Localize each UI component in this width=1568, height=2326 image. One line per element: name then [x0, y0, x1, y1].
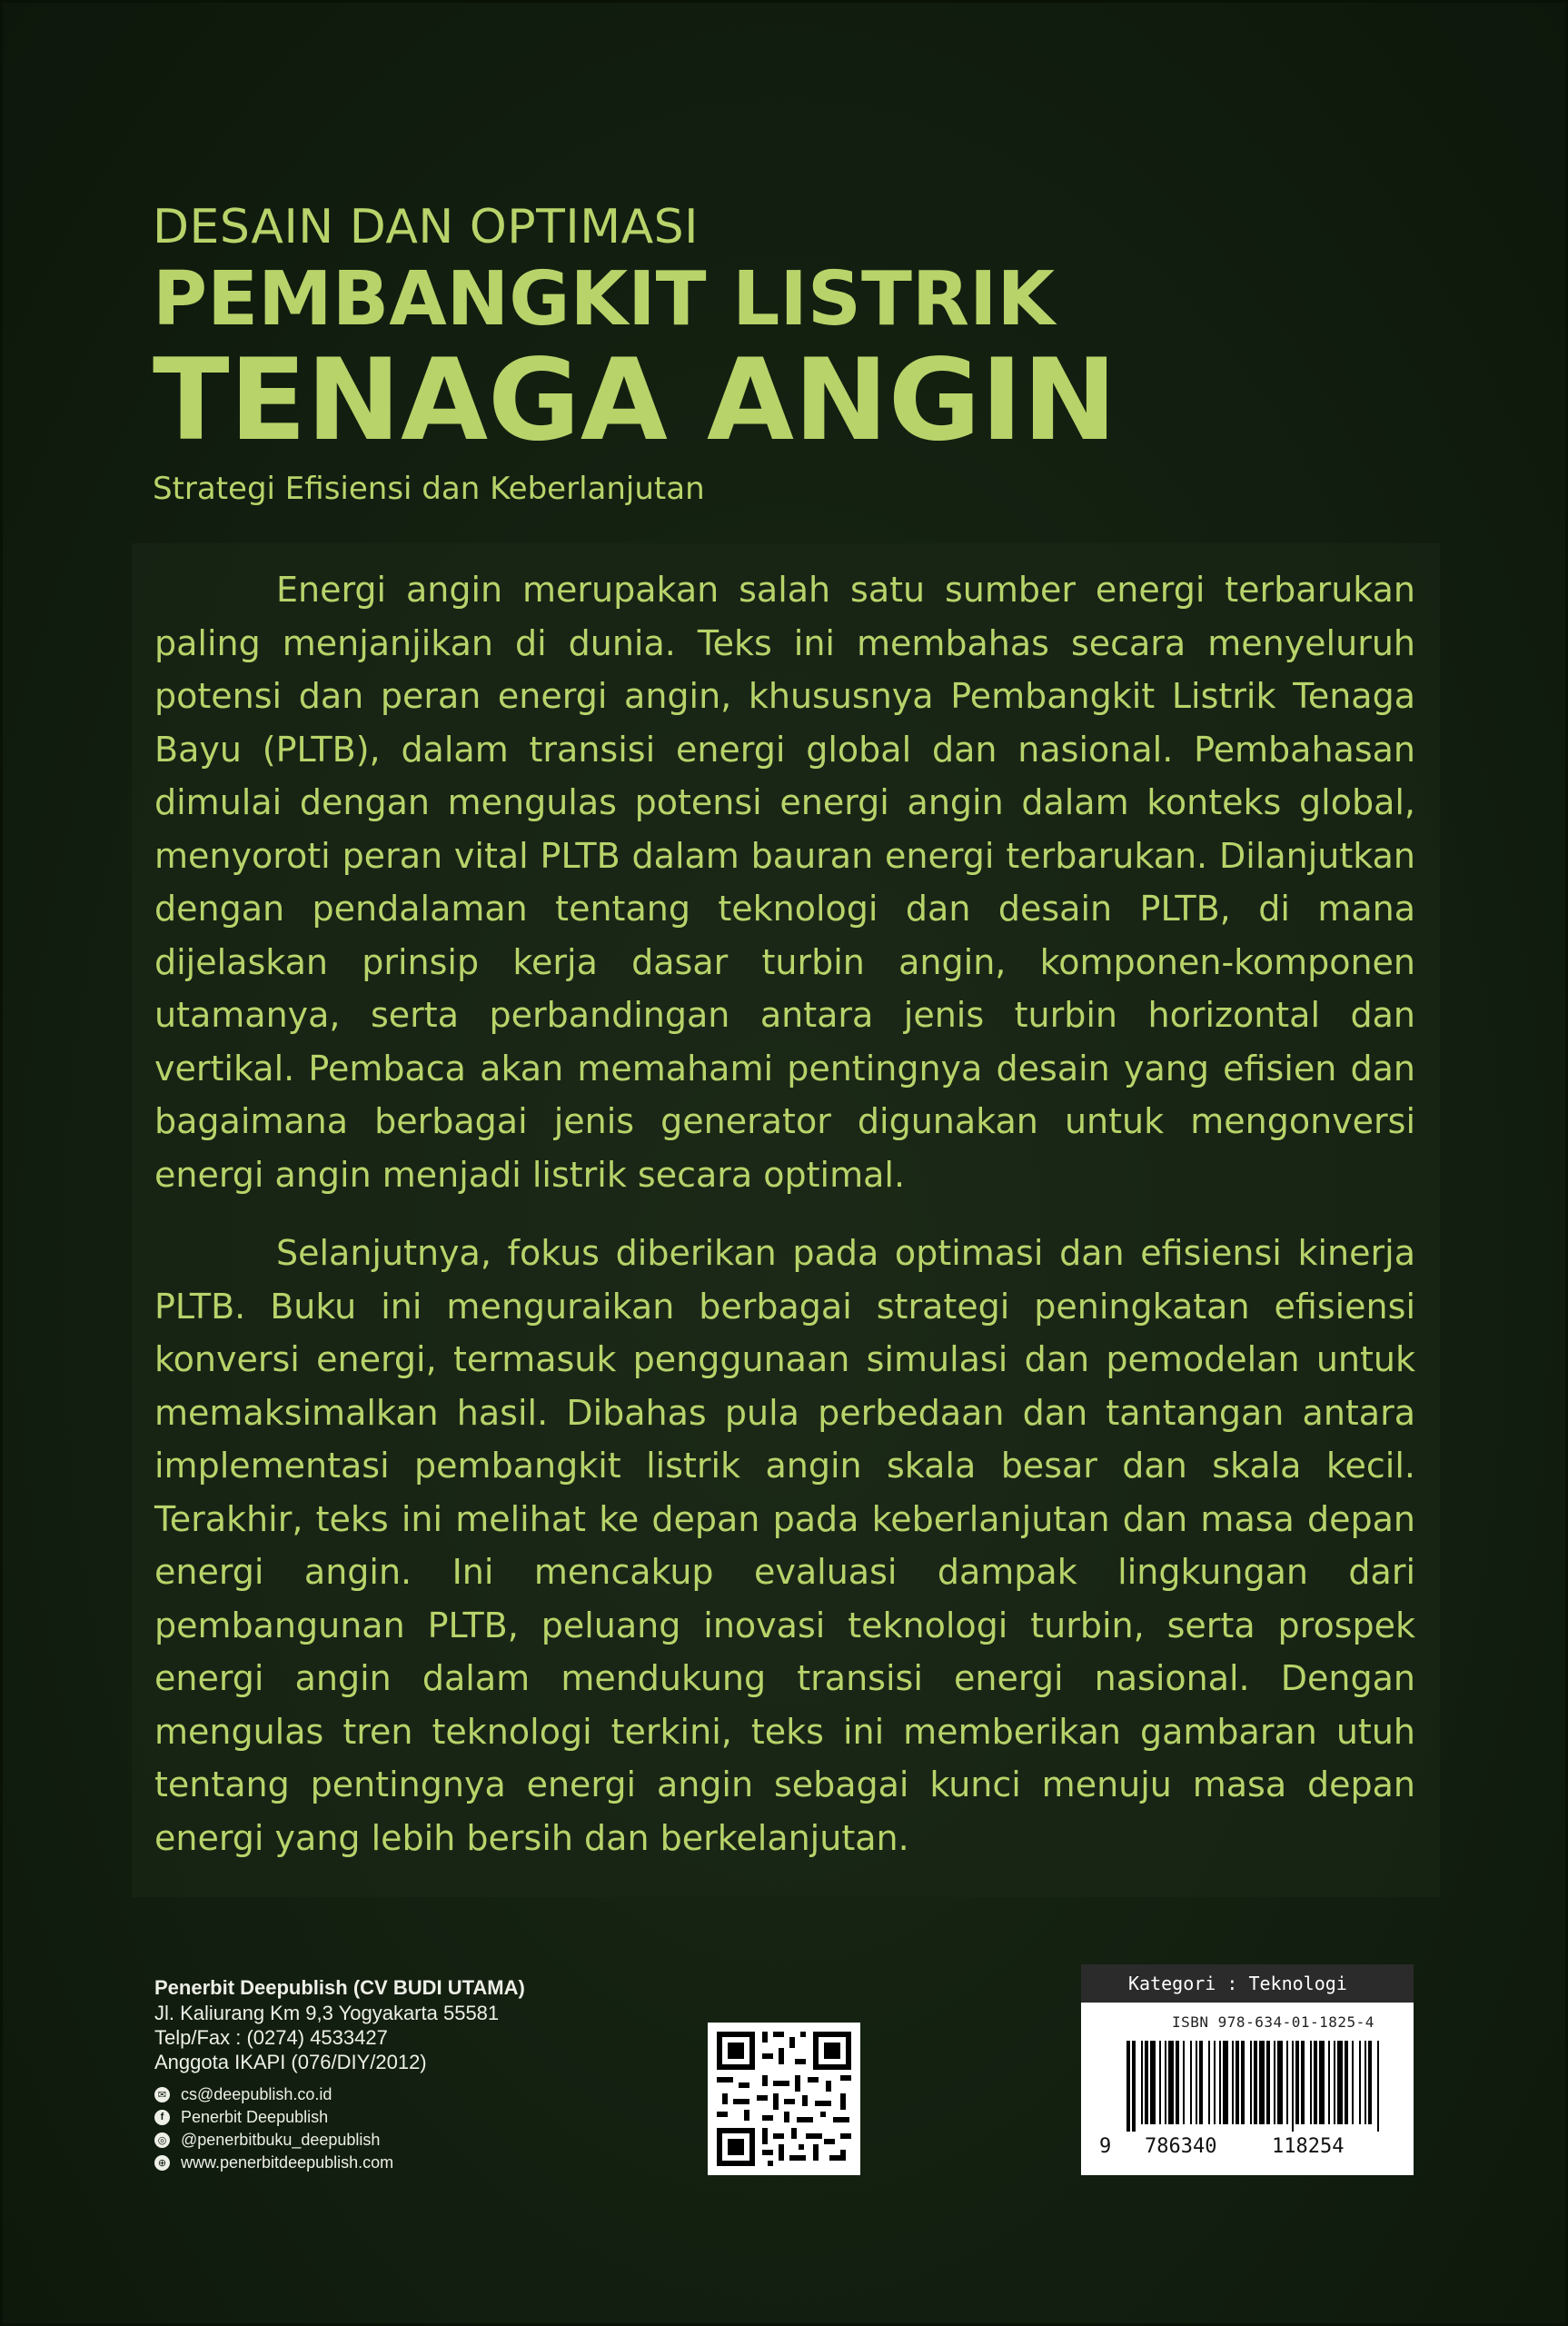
- barcode-bar: [1314, 2041, 1317, 2124]
- title-line-2: PEMBANGKIT LISTRIK: [153, 256, 1056, 343]
- synopsis-paragraph-2: Selanjutnya, fokus diberikan pada optimasi dan efisiensi kinerja PLTB. Buku ini menguraikan berbagai strategi peningkatan efisiensi konversi energi, termasuk penggunaan simulasi dan pemodelan untuk memaksimalkan hasil. Dibahas pula perbedaan dan tantangan antara implementasi pembangkit listrik angin skala besar dan skala kecil. Terakhir, teks ini melihat ke depan pada keberlanjutan dan masa depan energi angin. Ini mencakup evaluasi dampak lingkungan dari pembangunan PLTB, peluang inovasi teknologi turbin, serta prospek energi angin dalam mendukung transisi energi nasional. Dengan mengulas tren teknologi terkini, teks ini memberikan gambaran utuh tentang pentingnya energi angin sebagai kunci menuju masa depan energi yang lebih bersih dan berkelanjutan.: [154, 1233, 1415, 1858]
- qr-code: [708, 2023, 860, 2175]
- publisher-address: Jl. Kaliurang Km 9,3 Yogyakarta 55581: [154, 2002, 500, 2024]
- barcode-bar: [1223, 2041, 1228, 2124]
- barcode-bar: [1196, 2041, 1197, 2124]
- barcode-bar: [1141, 2041, 1143, 2124]
- facebook-icon: f: [154, 2110, 170, 2125]
- barcode-bar: [1236, 2041, 1239, 2124]
- barcode-bar: [1132, 2041, 1136, 2132]
- barcode-bar: [1359, 2041, 1361, 2124]
- barcode-digits-left: 786340: [1145, 2135, 1217, 2158]
- barcode-bar: [1176, 2041, 1179, 2124]
- barcode-bar: [1214, 2041, 1216, 2124]
- subtitle: Strategi Efisiensi dan Keberlanjutan: [153, 471, 705, 507]
- barcode-digit-first: 9: [1099, 2135, 1112, 2158]
- barcode-bar: [1232, 2041, 1234, 2124]
- barcode-bar: [1345, 2041, 1348, 2124]
- barcode-bar: [1145, 2041, 1148, 2124]
- title-line-3: TENAGA ANGIN: [153, 335, 1117, 466]
- contact-instagram: [154, 2129, 736, 2152]
- barcode-bar: [1301, 2041, 1305, 2124]
- barcode-bar: [1241, 2041, 1245, 2124]
- instagram-icon: ◎: [154, 2132, 170, 2148]
- barcode-bar: [1150, 2041, 1156, 2124]
- barcode-bar: [1126, 2041, 1130, 2132]
- barcode-bar: [1219, 2041, 1221, 2124]
- barcode-bar: [1159, 2041, 1161, 2124]
- barcode-bar: [1266, 2041, 1270, 2124]
- barcode-bar: [1368, 2041, 1372, 2124]
- barcode-bar: [1319, 2041, 1325, 2124]
- contact-facebook-text: Penerbit Deepublish: [181, 2108, 329, 2126]
- title-line-1: DESAIN DAN OPTIMASI: [153, 200, 699, 254]
- synopsis: [154, 563, 1415, 1890]
- contact-email: [154, 2083, 736, 2106]
- barcode-digits-right: 118254: [1272, 2135, 1345, 2158]
- publisher-phone: Telp/Fax : (0274) 4533427: [154, 2026, 388, 2049]
- synopsis-paragraph-1: Energi angin merupakan salah satu sumber energi terbarukan paling menjanjikan di dunia. Teks ini membahas secara menyeluruh potensi dan peran energi angin, khususnya Pembangkit Listrik Tenaga Bayu (PLTB), dalam transisi energi global dan nasional. Pembahasan dimulai dengan mengulas potensi energi angin dalam konteks global, menyoroti peran vital PLTB dalam bauran energi terbarukan. Dilanjutkan dengan pendalaman tentang teknologi dan desain PLTB, di mana dijelaskan prinsip kerja dasar turbin angin, komponen-komponen utamanya, serta perbandingan antara jenis turbin horizontal dan vertikal. Pembaca akan memahami pentingnya desain yang efisien dan bagaimana berbagai jenis generator digunakan untuk mengonversi energi angin menjadi listrik secara optimal.: [154, 570, 1415, 1195]
- barcode-bar: [1183, 2041, 1185, 2124]
- barcode-bar: [1168, 2041, 1174, 2124]
- isbn-text: ISBN 978-634-01-1825-4: [1172, 2013, 1374, 2031]
- barcode-bar: [1165, 2041, 1166, 2124]
- barcode-bar: [1334, 2041, 1335, 2124]
- barcode-bar: [1337, 2041, 1343, 2124]
- contact-website-text: www.penerbitdeepublish.com: [181, 2153, 394, 2172]
- barcode-bar: [1377, 2041, 1379, 2132]
- qr-code-graphic: [708, 2023, 860, 2175]
- contact-email-text: cs@deepublish.co.id: [181, 2085, 332, 2103]
- isbn-barcode-box: [1081, 1964, 1414, 2175]
- barcode-bar: [1250, 2041, 1252, 2124]
- barcode-bar: [1310, 2041, 1312, 2124]
- barcode-bar: [1259, 2041, 1265, 2124]
- publisher-info: [154, 1975, 736, 2174]
- title-block: [153, 200, 1334, 509]
- publisher-name: Penerbit Deepublish (CV BUDI UTAMA): [154, 1976, 525, 1999]
- category-label: Kategori : Teknologi: [1081, 1964, 1414, 2003]
- contact-facebook: [154, 2106, 736, 2129]
- globe-icon: ⊕: [154, 2155, 170, 2171]
- contact-instagram-text: @penerbitbuku_deepublish: [181, 2131, 381, 2149]
- barcode-bar: [1328, 2041, 1330, 2124]
- barcode-bar: [1254, 2041, 1257, 2124]
- email-icon: ✉: [154, 2087, 170, 2102]
- barcode-bar: [1274, 2041, 1275, 2124]
- contact-list: [154, 2083, 736, 2174]
- barcode-bar: [1352, 2041, 1354, 2124]
- barcode-bar: [1292, 2041, 1294, 2132]
- barcode-graphic: [1126, 2041, 1383, 2132]
- barcode-bar: [1365, 2041, 1366, 2124]
- contact-website: [154, 2152, 736, 2174]
- barcode-bar: [1208, 2041, 1210, 2124]
- barcode-bar: [1199, 2041, 1203, 2124]
- barcode-bar: [1190, 2041, 1192, 2124]
- barcode-bar: [1286, 2041, 1288, 2124]
- publisher-member: Anggota IKAPI (076/DIY/2012): [154, 2051, 427, 2073]
- barcode-bar: [1277, 2041, 1283, 2124]
- barcode-bar: [1295, 2041, 1299, 2124]
